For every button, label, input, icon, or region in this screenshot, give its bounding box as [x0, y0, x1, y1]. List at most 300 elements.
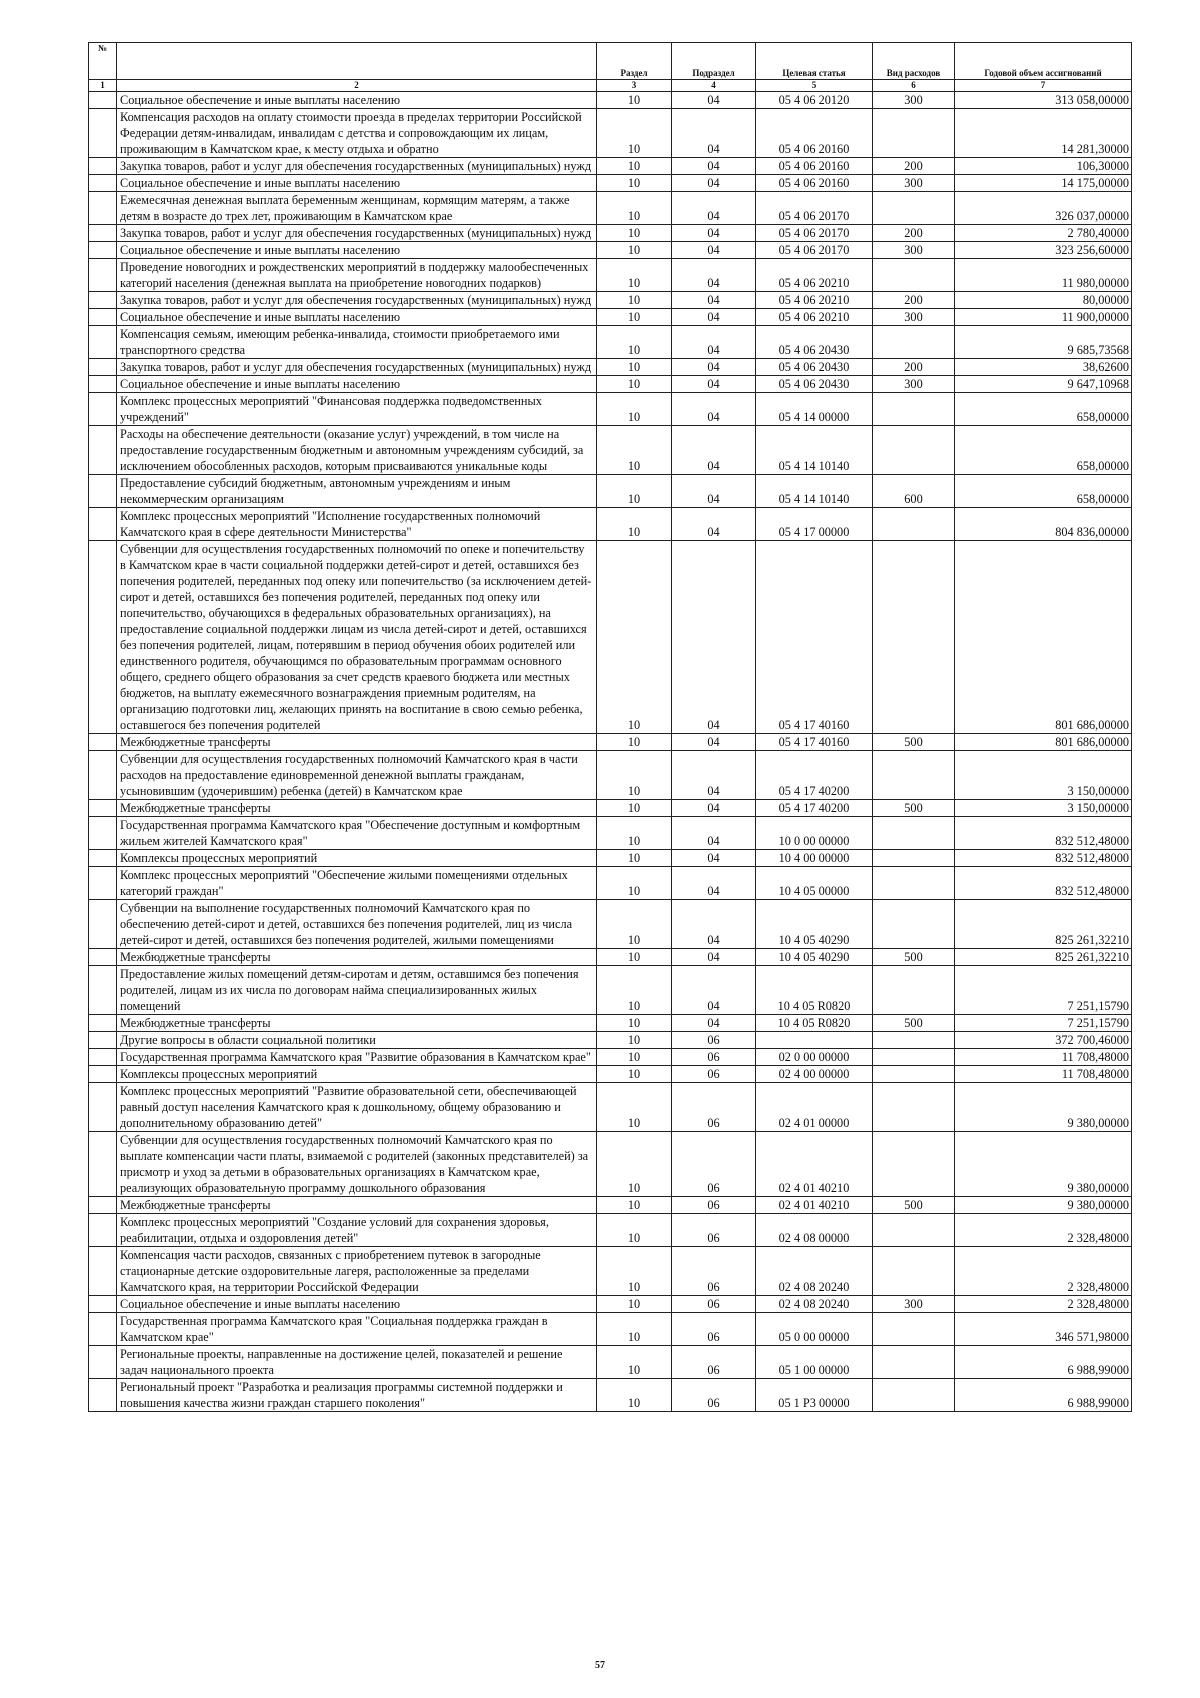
cell-subsection: 04	[672, 192, 756, 225]
cell-target-article: 10 4 05 40290	[756, 900, 873, 949]
cell-expense-type: 500	[873, 1197, 955, 1214]
cell-name: Закупка товаров, работ и услуг для обеспечения государственных (муниципальных) нужд	[117, 292, 597, 309]
table-row	[89, 376, 1132, 393]
cell-amount: 346 571,98000	[955, 1313, 1132, 1346]
cell-target-article: 02 4 01 40210	[756, 1197, 873, 1214]
cell-expense-type	[873, 426, 955, 475]
cell-amount: 832 512,48000	[955, 850, 1132, 867]
cell-number	[89, 359, 117, 376]
cell-subsection: 04	[672, 867, 756, 900]
cell-amount: 2 328,48000	[955, 1214, 1132, 1247]
cell-name: Межбюджетные трансферты	[117, 949, 597, 966]
column-number: 5	[756, 80, 873, 92]
cell-section: 10	[597, 1083, 672, 1132]
cell-number	[89, 508, 117, 541]
cell-expense-type	[873, 1132, 955, 1197]
cell-target-article: 05 0 00 00000	[756, 1313, 873, 1346]
cell-section: 10	[597, 850, 672, 867]
table-row	[89, 309, 1132, 326]
table-row	[89, 475, 1132, 508]
table-row	[89, 850, 1132, 867]
cell-expense-type	[873, 1214, 955, 1247]
header-name	[117, 43, 597, 80]
table-row	[89, 1049, 1132, 1066]
cell-section: 10	[597, 1066, 672, 1083]
table-row	[89, 292, 1132, 309]
table-row	[89, 259, 1132, 292]
cell-name: Социальное обеспечение и иные выплаты населению	[117, 309, 597, 326]
cell-target-article: 02 0 00 00000	[756, 1049, 873, 1066]
table-row	[89, 359, 1132, 376]
cell-target-article: 10 4 00 00000	[756, 850, 873, 867]
cell-subsection: 04	[672, 292, 756, 309]
cell-section: 10	[597, 751, 672, 800]
table-row	[89, 966, 1132, 1015]
cell-name: Компенсация части расходов, связанных с приобретением путевок в загородные стационарные детские оздоровительные лагеря, расположенные за пределами Камчатского края, на территории Российской Федерации	[117, 1247, 597, 1296]
cell-target-article: 02 4 01 40210	[756, 1132, 873, 1197]
table-row	[89, 175, 1132, 192]
cell-target-article: 05 4 06 20170	[756, 225, 873, 242]
cell-subsection: 04	[672, 359, 756, 376]
cell-expense-type	[873, 1066, 955, 1083]
column-number: 7	[955, 80, 1132, 92]
cell-subsection: 04	[672, 475, 756, 508]
cell-number	[89, 259, 117, 292]
cell-expense-type	[873, 508, 955, 541]
cell-expense-type	[873, 393, 955, 426]
cell-number	[89, 1296, 117, 1313]
cell-amount: 2 328,48000	[955, 1296, 1132, 1313]
cell-amount: 804 836,00000	[955, 508, 1132, 541]
cell-section: 10	[597, 92, 672, 109]
column-number: 3	[597, 80, 672, 92]
cell-amount: 658,00000	[955, 393, 1132, 426]
cell-number	[89, 242, 117, 259]
cell-number	[89, 541, 117, 734]
cell-section: 10	[597, 292, 672, 309]
cell-section: 10	[597, 1346, 672, 1379]
cell-name: Социальное обеспечение и иные выплаты населению	[117, 175, 597, 192]
cell-expense-type: 200	[873, 158, 955, 175]
cell-amount: 11 980,00000	[955, 259, 1132, 292]
cell-name: Закупка товаров, работ и услуг для обеспечения государственных (муниципальных) нужд	[117, 225, 597, 242]
cell-expense-type: 500	[873, 1015, 955, 1032]
cell-number	[89, 393, 117, 426]
cell-target-article: 10 4 05 00000	[756, 867, 873, 900]
cell-target-article: 10 0 00 00000	[756, 817, 873, 850]
cell-expense-type	[873, 1083, 955, 1132]
cell-subsection: 04	[672, 393, 756, 426]
cell-name: Предоставление жилых помещений детям-сиротам и детям, оставшимся без попечения родителей, лицам из их числа по договорам найма специализированных жилых помещений	[117, 966, 597, 1015]
cell-expense-type: 300	[873, 242, 955, 259]
cell-target-article: 02 4 08 00000	[756, 1214, 873, 1247]
cell-subsection: 04	[672, 92, 756, 109]
cell-target-article: 02 4 08 20240	[756, 1296, 873, 1313]
cell-expense-type: 600	[873, 475, 955, 508]
cell-subsection: 06	[672, 1083, 756, 1132]
cell-amount: 9 647,10968	[955, 376, 1132, 393]
cell-target-article: 02 4 01 00000	[756, 1083, 873, 1132]
cell-subsection: 06	[672, 1066, 756, 1083]
cell-amount: 801 686,00000	[955, 734, 1132, 751]
cell-subsection: 04	[672, 242, 756, 259]
cell-number	[89, 800, 117, 817]
cell-target-article: 05 4 06 20430	[756, 326, 873, 359]
cell-name: Предоставление субсидий бюджетным, автономным учреждениям и иным некоммерческим организациям	[117, 475, 597, 508]
cell-target-article: 10 4 05 R0820	[756, 1015, 873, 1032]
cell-number	[89, 817, 117, 850]
cell-expense-type: 300	[873, 376, 955, 393]
cell-section: 10	[597, 1049, 672, 1066]
budget-table-sheet	[88, 42, 1131, 1412]
cell-section: 10	[597, 225, 672, 242]
cell-amount: 9 685,73568	[955, 326, 1132, 359]
cell-amount: 3 150,00000	[955, 751, 1132, 800]
cell-subsection: 06	[672, 1214, 756, 1247]
cell-amount: 3 150,00000	[955, 800, 1132, 817]
cell-expense-type	[873, 850, 955, 867]
cell-name: Комплекс процессных мероприятий "Создание условий для сохранения здоровья, реабилитации, отдыха и оздоровления детей"	[117, 1214, 597, 1247]
cell-section: 10	[597, 800, 672, 817]
cell-subsection: 04	[672, 175, 756, 192]
cell-expense-type: 300	[873, 92, 955, 109]
table-row	[89, 109, 1132, 158]
cell-name: Субвенции на выполнение государственных полномочий Камчатского края по обеспечению детей-сирот и детей, оставшихся без попечения родителей, лиц из числа детей-сирот и детей, оставшихся без попечения родителей, жилыми помещениями	[117, 900, 597, 949]
cell-section: 10	[597, 326, 672, 359]
cell-name: Комплекс процессных мероприятий "Исполнение государственных полномочий Камчатского края в сфере деятельности Министерства"	[117, 508, 597, 541]
cell-expense-type	[873, 192, 955, 225]
cell-name: Региональные проекты, направленные на достижение целей, показателей и решение задач национального проекта	[117, 1346, 597, 1379]
cell-number	[89, 867, 117, 900]
cell-expense-type	[873, 867, 955, 900]
column-number-row	[89, 80, 1132, 92]
cell-expense-type: 200	[873, 225, 955, 242]
table-row	[89, 1247, 1132, 1296]
cell-number	[89, 92, 117, 109]
cell-target-article: 05 1 00 00000	[756, 1346, 873, 1379]
cell-target-article: 05 4 06 20210	[756, 309, 873, 326]
cell-name: Социальное обеспечение и иные выплаты населению	[117, 376, 597, 393]
table-row	[89, 734, 1132, 751]
cell-number	[89, 1032, 117, 1049]
cell-subsection: 06	[672, 1296, 756, 1313]
cell-amount: 658,00000	[955, 426, 1132, 475]
cell-target-article: 02 4 08 20240	[756, 1247, 873, 1296]
cell-name: Социальное обеспечение и иные выплаты населению	[117, 1296, 597, 1313]
cell-subsection: 06	[672, 1346, 756, 1379]
cell-name: Государственная программа Камчатского края "Социальная поддержка граждан в Камчатском крае"	[117, 1313, 597, 1346]
cell-subsection: 04	[672, 949, 756, 966]
cell-name: Субвенции для осуществления государственных полномочий по опеке и попечительству в Камчатском крае в части социальной поддержки детей-сирот и детей, оставшихся без попечения родителей, переданных под опеку или попечительство (за исключением детей-сирот и детей, оставшихся без попечения родителей, переданных под опеку или попечительство, обучающихся в федеральных образовательных организациях), на предоставление социальной поддержки лицам из числа детей-сирот и детей, оставшихся без попечения родителей, лицам, потерявшим в период обучения обоих родителей или единственного родителя, обучающимся по образовательным программам основного общего, среднего общего образования за счет средств краевого бюджета или местных бюджетов, на выплату ежемесячного вознаграждения приемным родителям, на организацию подготовки лиц, желающих принять на воспитание в свою семью ребенка, оставшегося без попечения родителей	[117, 541, 597, 734]
header-target-article: Целевая статья	[756, 43, 873, 80]
cell-number	[89, 1083, 117, 1132]
cell-target-article: 05 4 17 40160	[756, 541, 873, 734]
cell-section: 10	[597, 541, 672, 734]
cell-subsection: 04	[672, 259, 756, 292]
cell-target-article: 05 4 17 40200	[756, 751, 873, 800]
table-row	[89, 1132, 1132, 1197]
cell-section: 10	[597, 192, 672, 225]
cell-amount: 14 281,30000	[955, 109, 1132, 158]
cell-section: 10	[597, 175, 672, 192]
cell-subsection: 04	[672, 817, 756, 850]
cell-subsection: 04	[672, 541, 756, 734]
cell-name: Межбюджетные трансферты	[117, 734, 597, 751]
cell-number	[89, 850, 117, 867]
header-expense-type: Вид расходов	[873, 43, 955, 80]
cell-section: 10	[597, 158, 672, 175]
table-row	[89, 817, 1132, 850]
cell-name: Региональный проект "Разработка и реализация программы системной поддержки и повышения качества жизни граждан старшего поколения"	[117, 1379, 597, 1412]
cell-subsection: 04	[672, 225, 756, 242]
page-number: 57	[595, 1660, 605, 1671]
cell-target-article: 05 4 06 20430	[756, 359, 873, 376]
cell-section: 10	[597, 1015, 672, 1032]
cell-section: 10	[597, 1313, 672, 1346]
cell-number	[89, 1247, 117, 1296]
table-row	[89, 1015, 1132, 1032]
cell-number	[89, 966, 117, 1015]
cell-number	[89, 376, 117, 393]
cell-name: Межбюджетные трансферты	[117, 1015, 597, 1032]
cell-name: Компенсация расходов на оплату стоимости проезда в пределах территории Российской Федерации детям-инвалидам, инвалидам с детства и сопровождающим их лицам, проживающим в Камчатском крае, к месту отдыха и обратно	[117, 109, 597, 158]
table-row	[89, 508, 1132, 541]
table-row	[89, 393, 1132, 426]
cell-expense-type	[873, 1313, 955, 1346]
cell-amount: 9 380,00000	[955, 1197, 1132, 1214]
table-row	[89, 1379, 1132, 1412]
cell-subsection: 04	[672, 900, 756, 949]
cell-name: Проведение новогодних и рождественских мероприятий в поддержку малообеспеченных категорий населения (денежная выплата на приобретение новогодних подарков)	[117, 259, 597, 292]
cell-expense-type	[873, 1379, 955, 1412]
cell-name: Комплекс процессных мероприятий "Обеспечение жилыми помещениями отдельных категорий граждан"	[117, 867, 597, 900]
cell-amount: 14 175,00000	[955, 175, 1132, 192]
cell-expense-type: 300	[873, 1296, 955, 1313]
cell-number	[89, 949, 117, 966]
cell-expense-type	[873, 541, 955, 734]
cell-name: Субвенции для осуществления государственных полномочий Камчатского края в части расходов на предоставление единовременной денежной выплаты гражданам, усыновившим (удочерившим) ребенка (детей) в Камчатском крае	[117, 751, 597, 800]
table-header-row	[89, 43, 1132, 80]
cell-expense-type: 200	[873, 292, 955, 309]
cell-name: Комплексы процессных мероприятий	[117, 1066, 597, 1083]
cell-name: Межбюджетные трансферты	[117, 800, 597, 817]
cell-name: Закупка товаров, работ и услуг для обеспечения государственных (муниципальных) нужд	[117, 359, 597, 376]
table-row	[89, 800, 1132, 817]
cell-expense-type	[873, 1346, 955, 1379]
cell-subsection: 06	[672, 1197, 756, 1214]
cell-target-article: 05 1 P3 00000	[756, 1379, 873, 1412]
cell-expense-type	[873, 817, 955, 850]
cell-name: Социальное обеспечение и иные выплаты населению	[117, 92, 597, 109]
cell-target-article: 05 4 06 20160	[756, 158, 873, 175]
cell-name: Государственная программа Камчатского края "Развитие образования в Камчатском крае"	[117, 1049, 597, 1066]
cell-name: Социальное обеспечение и иные выплаты населению	[117, 242, 597, 259]
cell-subsection: 04	[672, 508, 756, 541]
cell-expense-type	[873, 1032, 955, 1049]
cell-number	[89, 175, 117, 192]
cell-subsection: 06	[672, 1379, 756, 1412]
cell-target-article: 05 4 06 20210	[756, 292, 873, 309]
cell-target-article: 05 4 17 40160	[756, 734, 873, 751]
cell-number	[89, 309, 117, 326]
cell-amount: 2 328,48000	[955, 1247, 1132, 1296]
table-row	[89, 949, 1132, 966]
cell-name: Комплекс процессных мероприятий "Развитие образовательной сети, обеспечивающей равный доступ населения Камчатского края к дошкольному, общему образованию и дополнительному образованию детей"	[117, 1083, 597, 1132]
cell-expense-type: 500	[873, 949, 955, 966]
cell-amount: 6 988,99000	[955, 1346, 1132, 1379]
cell-expense-type: 200	[873, 359, 955, 376]
cell-number	[89, 734, 117, 751]
cell-subsection: 04	[672, 376, 756, 393]
cell-amount: 9 380,00000	[955, 1083, 1132, 1132]
cell-target-article: 05 4 17 00000	[756, 508, 873, 541]
table-row	[89, 900, 1132, 949]
cell-number	[89, 326, 117, 359]
cell-target-article: 05 4 06 20170	[756, 242, 873, 259]
table-body	[89, 92, 1132, 1412]
cell-name: Комплексы процессных мероприятий	[117, 850, 597, 867]
cell-number	[89, 1346, 117, 1379]
cell-amount: 832 512,48000	[955, 867, 1132, 900]
table-row	[89, 426, 1132, 475]
table-row	[89, 541, 1132, 734]
cell-expense-type	[873, 1049, 955, 1066]
cell-name: Компенсация семьям, имеющим ребенка-инвалида, стоимости приобретаемого ими транспортного средства	[117, 326, 597, 359]
column-number: 2	[117, 80, 597, 92]
cell-section: 10	[597, 1247, 672, 1296]
cell-section: 10	[597, 867, 672, 900]
cell-number	[89, 225, 117, 242]
cell-amount: 80,00000	[955, 292, 1132, 309]
cell-number	[89, 475, 117, 508]
cell-expense-type	[873, 751, 955, 800]
cell-target-article: 10 4 05 40290	[756, 949, 873, 966]
cell-amount: 6 988,99000	[955, 1379, 1132, 1412]
cell-target-article: 05 4 06 20210	[756, 259, 873, 292]
cell-target-article: 05 4 06 20160	[756, 109, 873, 158]
table-row	[89, 1197, 1132, 1214]
cell-section: 10	[597, 966, 672, 1015]
cell-subsection: 06	[672, 1247, 756, 1296]
cell-amount: 825 261,32210	[955, 949, 1132, 966]
cell-amount: 106,30000	[955, 158, 1132, 175]
header-section: Раздел	[597, 43, 672, 80]
cell-target-article: 02 4 00 00000	[756, 1066, 873, 1083]
cell-subsection: 04	[672, 751, 756, 800]
header-subsection: Подраздел	[672, 43, 756, 80]
cell-section: 10	[597, 949, 672, 966]
cell-target-article: 05 4 14 00000	[756, 393, 873, 426]
cell-expense-type	[873, 1247, 955, 1296]
cell-section: 10	[597, 1214, 672, 1247]
cell-expense-type: 300	[873, 175, 955, 192]
header-annual-amount: Годовой объем ассигнований	[955, 43, 1132, 80]
budget-table	[88, 42, 1132, 1412]
cell-target-article: 05 4 06 20430	[756, 376, 873, 393]
cell-number	[89, 1049, 117, 1066]
cell-amount: 9 380,00000	[955, 1132, 1132, 1197]
cell-subsection: 06	[672, 1049, 756, 1066]
table-row	[89, 326, 1132, 359]
cell-expense-type: 500	[873, 800, 955, 817]
cell-section: 10	[597, 734, 672, 751]
cell-subsection: 04	[672, 426, 756, 475]
cell-subsection: 06	[672, 1132, 756, 1197]
cell-section: 10	[597, 900, 672, 949]
cell-name: Государственная программа Камчатского края "Обеспечение доступным и комфортным жильем жителей Камчатского края"	[117, 817, 597, 850]
cell-section: 10	[597, 1132, 672, 1197]
cell-amount: 7 251,15790	[955, 966, 1132, 1015]
cell-expense-type	[873, 259, 955, 292]
cell-name: Закупка товаров, работ и услуг для обеспечения государственных (муниципальных) нужд	[117, 158, 597, 175]
cell-amount: 2 780,40000	[955, 225, 1132, 242]
cell-amount: 38,62600	[955, 359, 1132, 376]
cell-amount: 11 708,48000	[955, 1049, 1132, 1066]
cell-number	[89, 1066, 117, 1083]
cell-subsection: 04	[672, 326, 756, 359]
cell-number	[89, 1313, 117, 1346]
cell-amount: 7 251,15790	[955, 1015, 1132, 1032]
cell-name: Межбюджетные трансферты	[117, 1197, 597, 1214]
cell-number	[89, 158, 117, 175]
cell-subsection: 04	[672, 1015, 756, 1032]
cell-section: 10	[597, 109, 672, 158]
table-row	[89, 1066, 1132, 1083]
cell-amount: 323 256,60000	[955, 242, 1132, 259]
cell-target-article: 05 4 17 40200	[756, 800, 873, 817]
table-row	[89, 867, 1132, 900]
table-row	[89, 1214, 1132, 1247]
table-row	[89, 1346, 1132, 1379]
cell-subsection: 04	[672, 158, 756, 175]
cell-subsection: 04	[672, 734, 756, 751]
cell-amount: 326 037,00000	[955, 192, 1132, 225]
cell-number	[89, 292, 117, 309]
cell-subsection: 04	[672, 966, 756, 1015]
cell-number	[89, 109, 117, 158]
cell-number	[89, 1197, 117, 1214]
cell-name: Комплекс процессных мероприятий "Финансовая поддержка подведомственных учреждений"	[117, 393, 597, 426]
cell-amount: 832 512,48000	[955, 817, 1132, 850]
cell-number	[89, 426, 117, 475]
cell-amount: 11 708,48000	[955, 1066, 1132, 1083]
cell-amount: 372 700,46000	[955, 1032, 1132, 1049]
column-number: 1	[89, 80, 117, 92]
cell-subsection: 06	[672, 1313, 756, 1346]
cell-target-article: 05 4 06 20160	[756, 175, 873, 192]
cell-section: 10	[597, 1379, 672, 1412]
table-row	[89, 1313, 1132, 1346]
cell-subsection: 04	[672, 850, 756, 867]
cell-number	[89, 900, 117, 949]
cell-section: 10	[597, 259, 672, 292]
cell-expense-type	[873, 900, 955, 949]
cell-subsection: 04	[672, 800, 756, 817]
cell-section: 10	[597, 475, 672, 508]
column-number: 6	[873, 80, 955, 92]
cell-number	[89, 1379, 117, 1412]
cell-section: 10	[597, 376, 672, 393]
cell-expense-type	[873, 109, 955, 158]
cell-section: 10	[597, 309, 672, 326]
cell-amount: 11 900,00000	[955, 309, 1132, 326]
cell-subsection: 04	[672, 309, 756, 326]
cell-section: 10	[597, 242, 672, 259]
cell-target-article: 05 4 06 20120	[756, 92, 873, 109]
cell-number	[89, 751, 117, 800]
cell-number	[89, 1214, 117, 1247]
cell-target-article: 10 4 05 R0820	[756, 966, 873, 1015]
